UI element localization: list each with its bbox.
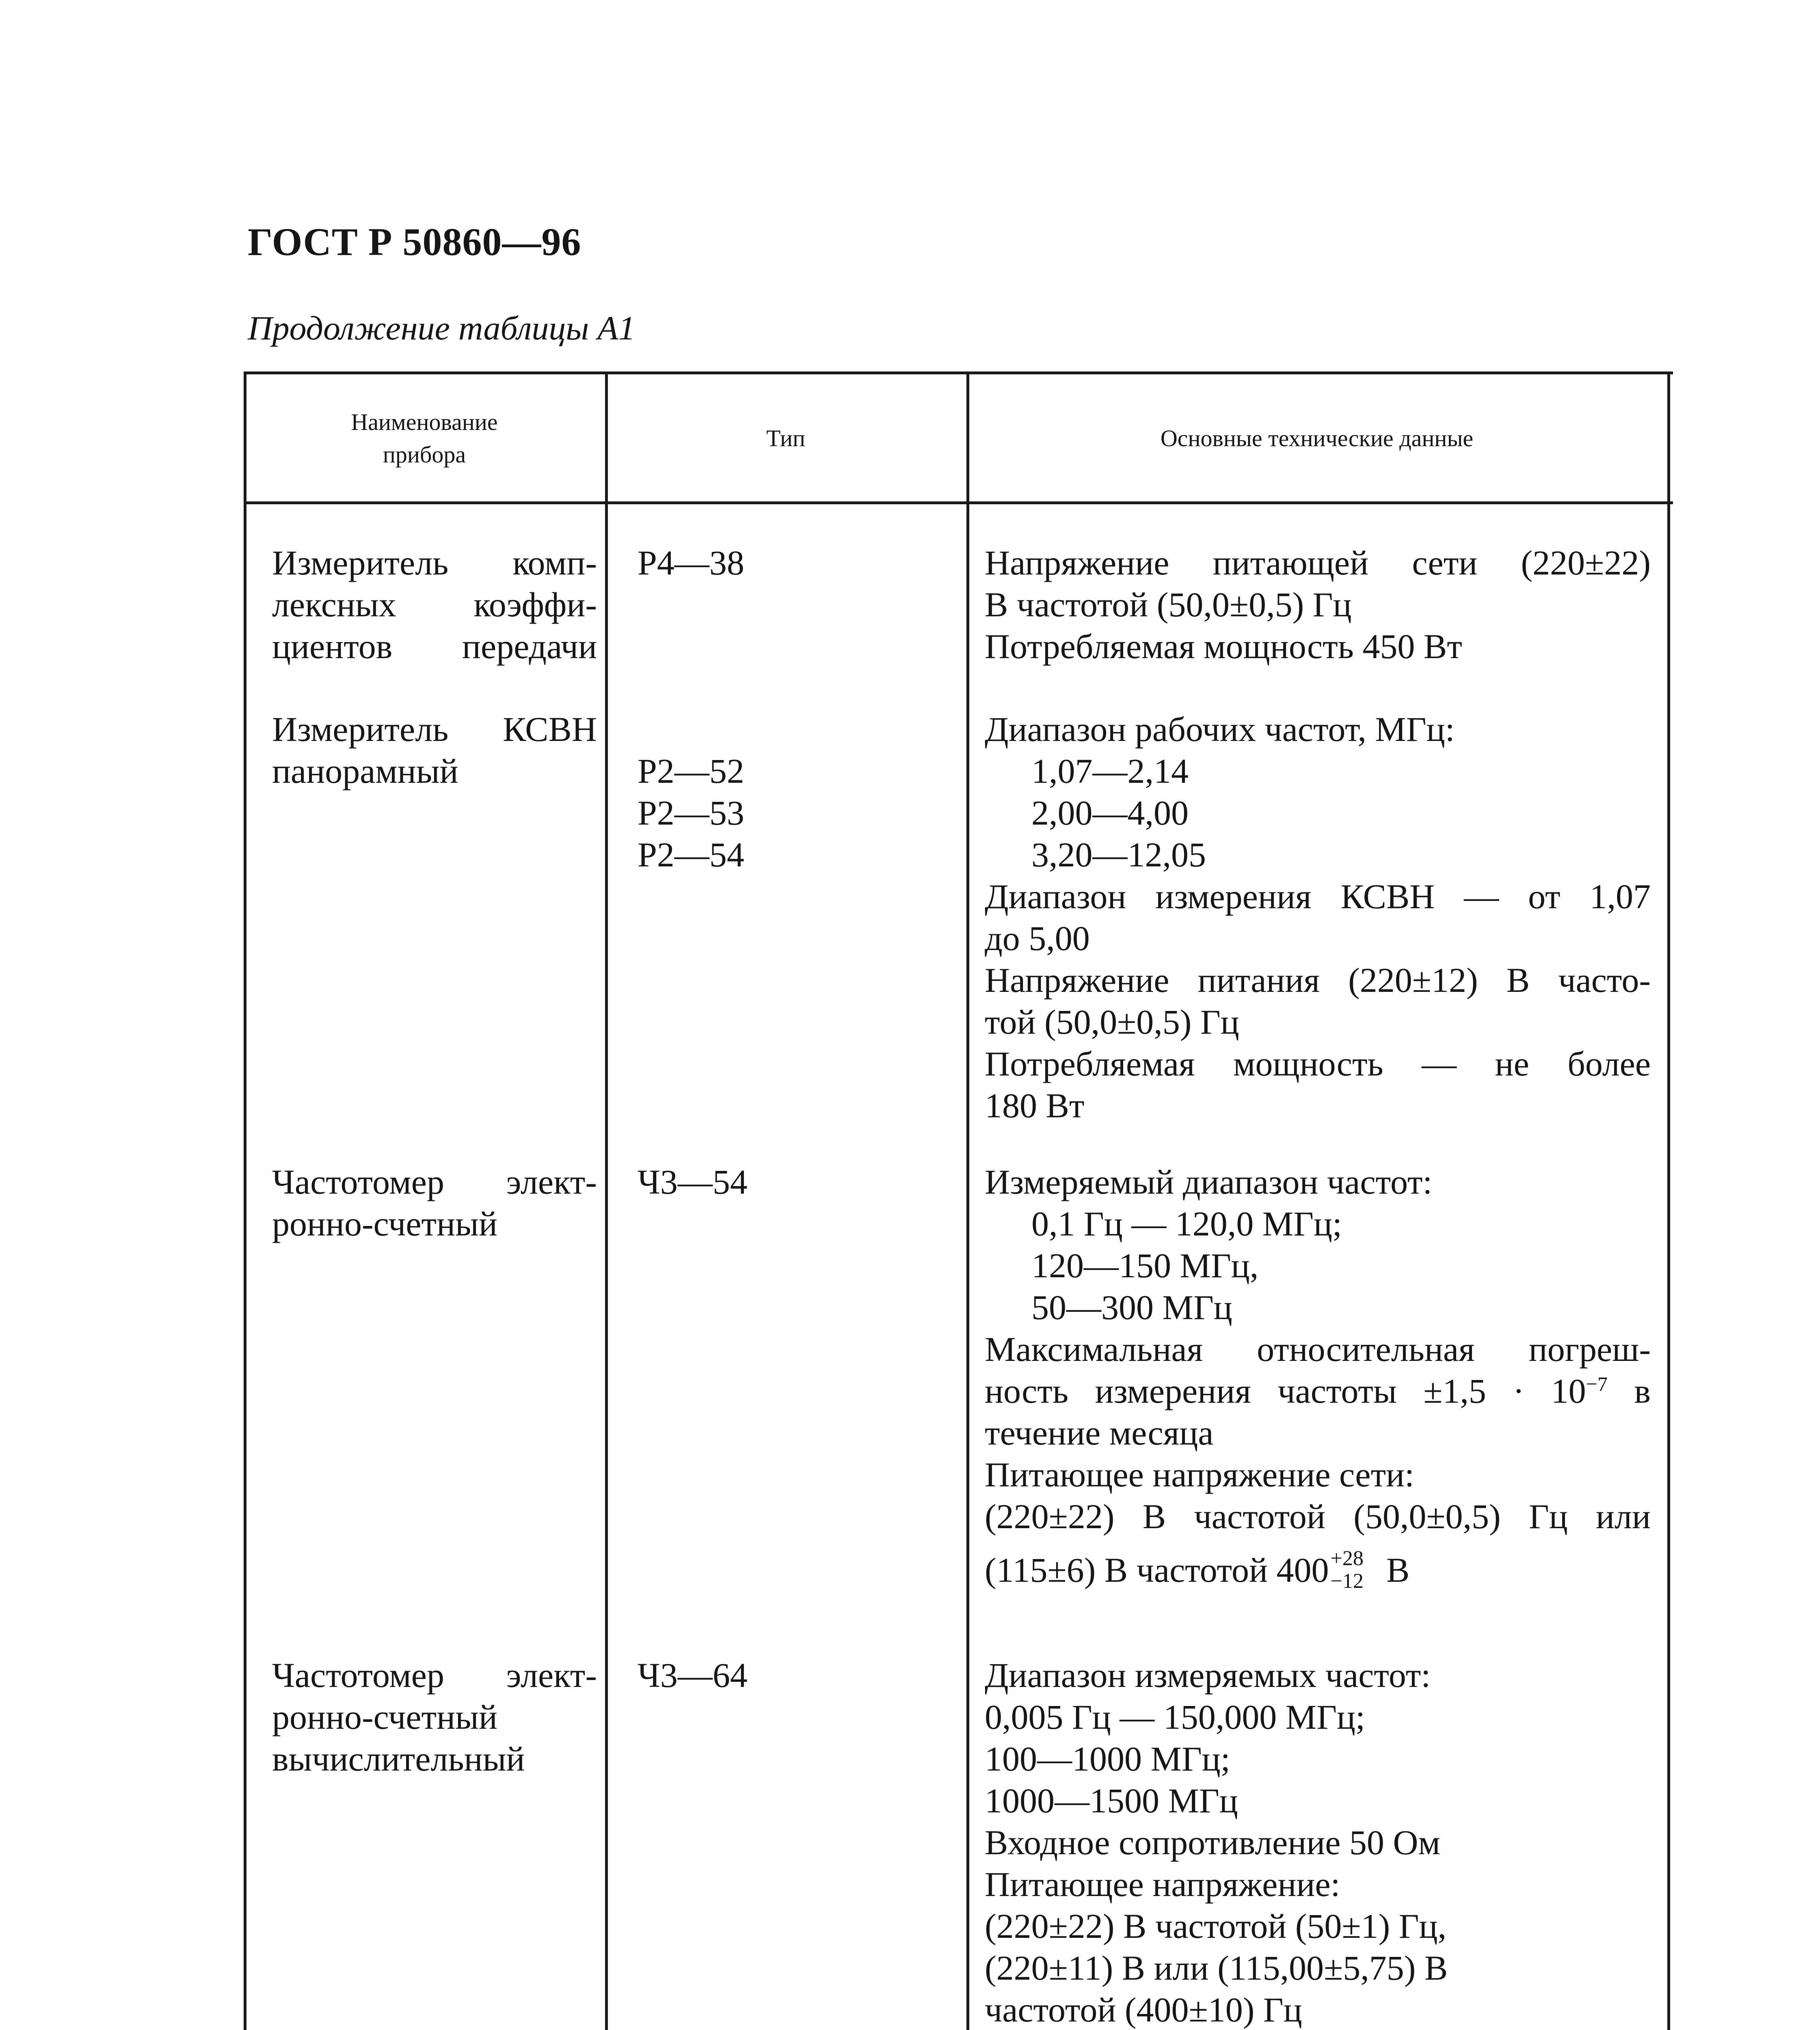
row-3-tolerance-stack [1331,1547,1364,1593]
row-1-name-line: Измеритель комп- [272,543,597,582]
row-4-name-line: Частотомер элект- [272,1656,597,1695]
row-3-type [638,1161,922,1203]
row-4-data-line: 1000—1500 МГц [985,1781,1238,1820]
column-header-type [605,371,966,505]
row-1-data-line: Напряжение питающей сети (220±22) [985,543,1651,582]
row-1-data [985,542,1651,667]
page-header: ГОСТ Р 50860—96 [248,220,581,263]
row-1-name [272,542,597,667]
row-2-data-line: Диапазон измерения КСВН — от 1,07 [985,877,1651,916]
row-4-data-line: Питающее напряжение: [985,1865,1340,1904]
row-3-name-line: ронно-счетный [272,1204,497,1243]
table-border-left [244,371,246,2030]
row-3-data-line: Измеряемый диапазон частот: [985,1162,1433,1201]
row-4-data-line: частотой (400±10) Гц [985,1990,1302,2029]
row-3-type-line: Ч3—54 [638,1162,748,1201]
row-4-name-line: ронно-счетный [272,1697,497,1736]
row-3-data-line-formula [985,1370,1651,1412]
row-4-data-line: (220±22) В частотой (50±1) Гц, [985,1907,1446,1946]
row-1-name-line: лексных коэффи- [272,585,597,624]
column-header-data-label: Основные технические данные [1160,425,1474,451]
row-3-data-text: В [1386,1550,1410,1589]
row-4-name-line: вычислительный [272,1739,525,1778]
row-4-data-line: Входное сопротивление 50 Ом [985,1823,1440,1862]
row-2-data-line: 2,00—4,00 [1031,793,1189,832]
row-4-data [985,1654,1651,2030]
row-3-tolerance-upper: +28 [1330,1547,1364,1570]
row-1-name-line: циентов передачи [272,627,597,666]
row-4-type-line: Ч3—64 [638,1656,748,1695]
row-3-data-line: Максимальная относительная погреш- [985,1330,1651,1369]
column-header-name-line2: прибора [383,441,466,468]
row-3-data-line: (220±22) В частотой (50,0±0,5) Гц или [985,1497,1651,1536]
row-3-data-text: в [1634,1371,1651,1410]
row-2-data-line: 1,07—2,14 [1031,752,1189,790]
row-2-data [985,708,1651,1127]
row-3-data-text: (115±6) В частотой 400 [985,1550,1329,1589]
row-2-data-line: той (50,0±0,5) Гц [985,1002,1239,1041]
row-2-data-line: Диапазон рабочих частот, МГц: [985,710,1455,749]
row-3-name-line: Частотомер элект- [272,1162,597,1201]
row-1-data-line: В частотой (50,0±0,5) Гц [985,585,1352,624]
table-border-right [1667,371,1670,2030]
column-header-name [244,371,605,505]
table-border-col2 [966,371,969,2030]
row-4-name [272,1654,597,1780]
row-2-data-line: 3,20—12,05 [1031,835,1206,874]
table-caption: Продолжение таблицы А1 [248,309,635,347]
row-2-data-line: до 5,00 [985,919,1090,958]
row-3-data-line: течение месяца [985,1413,1214,1452]
table-border-col1 [605,371,608,2030]
row-3-name [272,1161,597,1245]
row-3-data-line: Питающее напряжение сети: [985,1455,1414,1494]
row-2-name-line: панорамный [272,752,458,790]
row-2-name-line: Измеритель КСВН [272,710,597,749]
row-3-data-line: 120—150 МГц, [1031,1246,1259,1285]
row-1-type-line: Р4—38 [638,543,744,582]
row-2-name [272,708,597,792]
row-4-type [638,1654,922,1696]
column-header-data [966,371,1667,505]
row-3-exponent: −7 [1586,1372,1608,1395]
row-4-data-line: Диапазон измеряемых частот: [985,1656,1431,1695]
row-2-type-line: Р2—53 [638,793,744,832]
row-2-data-line: Напряжение питания (220±12) В часто- [985,961,1651,1000]
row-3-data-text: ность измерения частоты ±1,5 · 10 [985,1371,1586,1410]
row-2-type [638,750,922,876]
row-2-type-line: Р2—52 [638,752,744,790]
row-4-data-line: 100—1000 МГц; [985,1739,1230,1778]
row-1-data-line: Потребляемая мощность 450 Вт [985,627,1462,666]
row-4-data-line: 0,005 Гц — 150,000 МГц; [985,1697,1365,1736]
row-3-tolerance-lower: −12 [1330,1570,1364,1593]
row-3-data-line: 0,1 Гц — 120,0 МГц; [1031,1204,1342,1243]
row-3-data-line: 50—300 МГц [1031,1288,1232,1327]
row-2-data-line: Потребляемая мощность — не более [985,1044,1651,1083]
column-header-name-line1: Наименование [351,409,498,435]
row-3-frequency-tolerance [985,1538,1651,1602]
row-2-type-line: Р2—54 [638,835,744,874]
row-2-data-line: 180 Вт [985,1086,1085,1125]
row-4-data-line: (220±11) В или (115,00±5,75) В [985,1948,1448,1987]
column-header-type-label: Тип [766,425,806,451]
row-3-data [985,1161,1651,1602]
row-1-type [638,542,922,584]
